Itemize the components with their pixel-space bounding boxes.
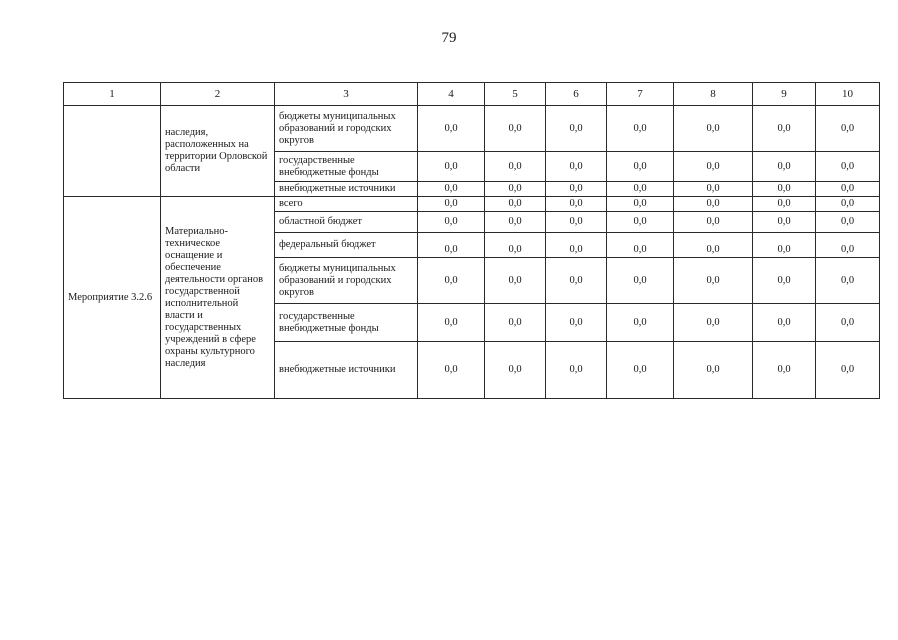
value-cell: 0,0 bbox=[816, 197, 880, 212]
value-cell: 0,0 bbox=[546, 152, 607, 182]
funding-source-cell: внебюджетные источники bbox=[275, 182, 418, 197]
funding-source-cell: государственные внебюджетные фонды bbox=[275, 152, 418, 182]
funding-source-cell: бюджеты муниципальных образований и городских округов bbox=[275, 258, 418, 304]
value-cell: 0,0 bbox=[607, 233, 674, 258]
value-cell: 0,0 bbox=[546, 258, 607, 304]
header-row bbox=[64, 83, 880, 106]
value-cell: 0,0 bbox=[418, 258, 485, 304]
value-cell: 0,0 bbox=[485, 258, 546, 304]
value-cell: 0,0 bbox=[418, 106, 485, 152]
value-cell: 0,0 bbox=[418, 304, 485, 342]
funding-source-cell: областной бюджет bbox=[275, 212, 418, 233]
value-cell: 0,0 bbox=[546, 106, 607, 152]
value-cell: 0,0 bbox=[674, 106, 753, 152]
value-cell: 0,0 bbox=[485, 212, 546, 233]
value-cell: 0,0 bbox=[485, 233, 546, 258]
page-number: 79 bbox=[441, 30, 457, 46]
funding-source-cell: внебюджетные источники bbox=[275, 342, 418, 399]
value-cell: 0,0 bbox=[607, 152, 674, 182]
value-cell: 0,0 bbox=[607, 304, 674, 342]
funding-source-cell: государственные внебюджетные фонды bbox=[275, 304, 418, 342]
header-cell: 2 bbox=[161, 83, 275, 106]
value-cell: 0,0 bbox=[816, 182, 880, 197]
value-cell: 0,0 bbox=[753, 152, 816, 182]
value-cell: 0,0 bbox=[607, 212, 674, 233]
funding-source-cell: федеральный бюджет bbox=[275, 233, 418, 258]
value-cell: 0,0 bbox=[816, 342, 880, 399]
value-cell: 0,0 bbox=[418, 182, 485, 197]
value-cell: 0,0 bbox=[674, 342, 753, 399]
value-cell: 0,0 bbox=[546, 342, 607, 399]
value-cell: 0,0 bbox=[674, 182, 753, 197]
value-cell: 0,0 bbox=[607, 106, 674, 152]
value-cell: 0,0 bbox=[674, 233, 753, 258]
budget-table bbox=[63, 82, 880, 399]
table-row bbox=[64, 106, 880, 152]
event-name-cell: наследия, расположенных на территории Орловской области bbox=[161, 106, 275, 197]
value-cell: 0,0 bbox=[753, 233, 816, 258]
value-cell: 0,0 bbox=[753, 106, 816, 152]
value-cell: 0,0 bbox=[418, 212, 485, 233]
value-cell: 0,0 bbox=[418, 152, 485, 182]
value-cell: 0,0 bbox=[816, 212, 880, 233]
value-cell: 0,0 bbox=[674, 304, 753, 342]
value-cell: 0,0 bbox=[816, 304, 880, 342]
header-cell: 6 bbox=[546, 83, 607, 106]
value-cell: 0,0 bbox=[418, 342, 485, 399]
value-cell: 0,0 bbox=[485, 197, 546, 212]
value-cell: 0,0 bbox=[546, 197, 607, 212]
value-cell: 0,0 bbox=[485, 182, 546, 197]
value-cell: 0,0 bbox=[607, 342, 674, 399]
value-cell: 0,0 bbox=[674, 258, 753, 304]
header-cell: 9 bbox=[753, 83, 816, 106]
value-cell: 0,0 bbox=[607, 182, 674, 197]
value-cell: 0,0 bbox=[546, 304, 607, 342]
value-cell: 0,0 bbox=[674, 212, 753, 233]
header-cell: 10 bbox=[816, 83, 880, 106]
value-cell: 0,0 bbox=[816, 152, 880, 182]
value-cell: 0,0 bbox=[418, 197, 485, 212]
value-cell: 0,0 bbox=[485, 152, 546, 182]
funding-source-cell: всего bbox=[275, 197, 418, 212]
value-cell: 0,0 bbox=[753, 342, 816, 399]
header-cell: 8 bbox=[674, 83, 753, 106]
value-cell: 0,0 bbox=[546, 212, 607, 233]
value-cell: 0,0 bbox=[674, 152, 753, 182]
header-cell: 3 bbox=[275, 83, 418, 106]
header-cell: 4 bbox=[418, 83, 485, 106]
value-cell: 0,0 bbox=[674, 197, 753, 212]
value-cell: 0,0 bbox=[546, 233, 607, 258]
table-row bbox=[64, 197, 880, 212]
header-cell: 7 bbox=[607, 83, 674, 106]
value-cell: 0,0 bbox=[485, 342, 546, 399]
event-code-cell: Мероприятие 3.2.6 bbox=[64, 197, 161, 399]
value-cell: 0,0 bbox=[816, 233, 880, 258]
header-cell: 1 bbox=[64, 83, 161, 106]
event-name-cell: Материально-техническое оснащение и обеспечение деятельности органов государственной исполнительной власти и государственных учреждений в сфере охраны культурного наследия bbox=[161, 197, 275, 399]
value-cell: 0,0 bbox=[546, 182, 607, 197]
value-cell: 0,0 bbox=[485, 304, 546, 342]
value-cell: 0,0 bbox=[607, 258, 674, 304]
event-code-cell bbox=[64, 106, 161, 197]
value-cell: 0,0 bbox=[418, 233, 485, 258]
value-cell: 0,0 bbox=[816, 258, 880, 304]
header-cell: 5 bbox=[485, 83, 546, 106]
value-cell: 0,0 bbox=[753, 182, 816, 197]
value-cell: 0,0 bbox=[607, 197, 674, 212]
value-cell: 0,0 bbox=[816, 106, 880, 152]
value-cell: 0,0 bbox=[753, 212, 816, 233]
funding-source-cell: бюджеты муниципальных образований и городских округов bbox=[275, 106, 418, 152]
value-cell: 0,0 bbox=[753, 258, 816, 304]
value-cell: 0,0 bbox=[753, 304, 816, 342]
value-cell: 0,0 bbox=[485, 106, 546, 152]
value-cell: 0,0 bbox=[753, 197, 816, 212]
